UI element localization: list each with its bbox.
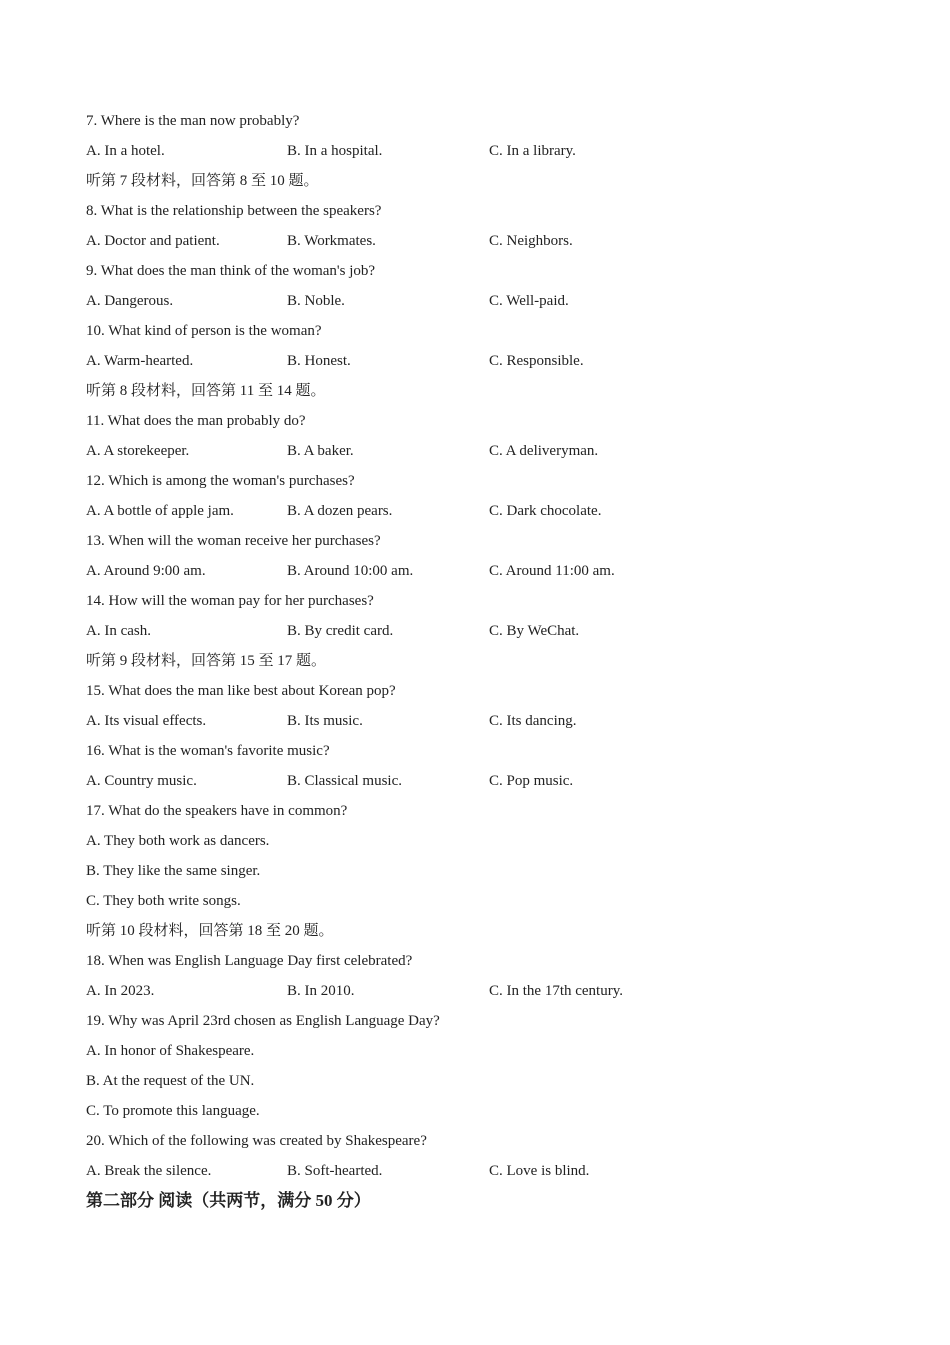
question-13: 13. When will the woman receive her purchases? [86, 533, 381, 549]
option-a: A. In 2023. [86, 983, 155, 999]
option-a: A. They both work as dancers. [86, 833, 270, 849]
option-a: A. A bottle of apple jam. [86, 503, 234, 519]
option-b: B. Noble. [287, 293, 345, 309]
option-a: A. In honor of Shakespeare. [86, 1043, 255, 1059]
option-b: B. Soft-hearted. [287, 1163, 383, 1179]
options-18 [86, 976, 866, 1006]
question-19: 19. Why was April 23rd chosen as English Language Day? [86, 1013, 440, 1029]
exam-page [86, 106, 866, 1216]
option-a: A. Break the silence. [86, 1163, 212, 1179]
option-c: C. By WeChat. [489, 623, 580, 639]
option-b: B. A baker. [287, 443, 354, 459]
option-a: A. Doctor and patient. [86, 233, 220, 249]
options-14 [86, 616, 866, 646]
options-9 [86, 286, 866, 316]
question-17: 17. What do the speakers have in common? [86, 803, 348, 819]
option-b: B. Classical music. [287, 773, 402, 789]
question-15: 15. What does the man like best about Korean pop? [86, 683, 396, 699]
options-20 [86, 1156, 866, 1186]
options-15 [86, 706, 866, 736]
option-b: B. Around 10:00 am. [287, 563, 414, 579]
option-c: C. Its dancing. [489, 713, 577, 729]
option-a: A. A storekeeper. [86, 443, 190, 459]
options-16 [86, 766, 866, 796]
question-11: 11. What does the man probably do? [86, 413, 306, 429]
option-c: C. In the 17th century. [489, 983, 623, 999]
option-c: C. A deliveryman. [489, 443, 599, 459]
question-12: 12. Which is among the woman's purchases? [86, 473, 355, 489]
option-a: A. Its visual effects. [86, 713, 207, 729]
question-8: 8. What is the relationship between the speakers? [86, 203, 382, 219]
option-c: C. They both write songs. [86, 893, 241, 909]
section-instruction: 听第 7 段材料，回答第 8 至 10 题。 [86, 173, 319, 189]
option-a: A. Warm-hearted. [86, 353, 194, 369]
option-a: A. Dangerous. [86, 293, 174, 309]
option-b: B. A dozen pears. [287, 503, 393, 519]
option-a: A. In cash. [86, 623, 151, 639]
options-12 [86, 496, 866, 526]
options-11 [86, 436, 866, 466]
question-10: 10. What kind of person is the woman? [86, 323, 322, 339]
option-b: B. In a hospital. [287, 143, 383, 159]
question-16: 16. What is the woman's favorite music? [86, 743, 330, 759]
question-18: 18. When was English Language Day first celebrated? [86, 953, 413, 969]
option-b: B. Honest. [287, 353, 351, 369]
option-b: B. Workmates. [287, 233, 376, 249]
option-a: A. Around 9:00 am. [86, 563, 206, 579]
option-c: C. Pop music. [489, 773, 574, 789]
question-9: 9. What does the man think of the woman's job? [86, 263, 376, 279]
option-b: B. By credit card. [287, 623, 394, 639]
part-heading: 第二部分 阅读（共两节，满分 50 分） [86, 1191, 371, 1210]
option-c: C. Around 11:00 am. [489, 563, 615, 579]
option-c: C. To promote this language. [86, 1103, 260, 1119]
options-8 [86, 226, 866, 256]
question-14: 14. How will the woman pay for her purchases? [86, 593, 374, 609]
option-c: C. Neighbors. [489, 233, 573, 249]
question-7: 7. Where is the man now probably? [86, 113, 300, 129]
question-20: 20. Which of the following was created by Shakespeare? [86, 1133, 427, 1149]
options-7 [86, 136, 866, 166]
option-c: C. Responsible. [489, 353, 584, 369]
option-c: C. In a library. [489, 143, 576, 159]
option-b: B. They like the same singer. [86, 863, 261, 879]
option-a: A. In a hotel. [86, 143, 165, 159]
section-instruction: 听第 10 段材料，回答第 18 至 20 题。 [86, 923, 334, 939]
option-c: C. Dark chocolate. [489, 503, 602, 519]
options-10 [86, 346, 866, 376]
option-b: B. Its music. [287, 713, 363, 729]
option-c: C. Well-paid. [489, 293, 569, 309]
option-c: C. Love is blind. [489, 1163, 590, 1179]
options-13 [86, 556, 866, 586]
option-b: B. At the request of the UN. [86, 1073, 255, 1089]
option-b: B. In 2010. [287, 983, 355, 999]
section-instruction: 听第 9 段材料，回答第 15 至 17 题。 [86, 653, 327, 669]
section-instruction: 听第 8 段材料，回答第 11 至 14 题。 [86, 383, 326, 399]
option-a: A. Country music. [86, 773, 197, 789]
